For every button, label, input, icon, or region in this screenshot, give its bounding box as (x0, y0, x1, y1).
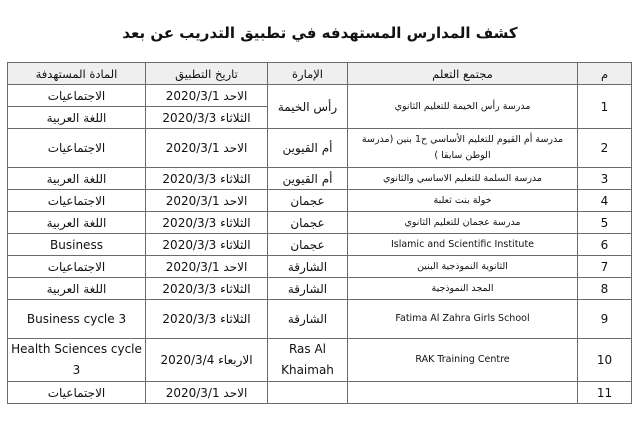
header-subject: المادة المستهدفة (8, 63, 146, 85)
cell-date: الثلاثاء 2020/3/3 (146, 300, 268, 339)
cell-school: المجد النموذجية (348, 278, 578, 300)
cell-emirate: الشارقة (268, 278, 348, 300)
page-title: كشف المدارس المستهدفه في تطبيق التدريب عن بعد (122, 24, 518, 42)
cell-subject: اللغة العربية (8, 278, 146, 300)
header-school: مجتمع التعلم (348, 63, 578, 85)
cell-subject: Health Sciences cycle 3 (8, 339, 146, 382)
cell-date: الثلاثاء 2020/3/3 (146, 168, 268, 190)
cell-date: الاحد 2020/3/1 (146, 190, 268, 212)
cell-date: الثلاثاء 2020/3/3 (146, 278, 268, 300)
cell-emirate: Ras Al Khaimah (268, 339, 348, 382)
table-row (8, 190, 632, 212)
cell-num: 7 (578, 256, 632, 278)
cell-subject: Business cycle 3 (8, 300, 146, 339)
table-row (8, 339, 632, 382)
cell-date: الثلاثاء 2020/3/3 (146, 234, 268, 256)
cell-date: الثلاثاء 2020/3/3 (146, 107, 268, 129)
cell-school: Islamic and Scientific Institute (348, 234, 578, 256)
cell-num: 10 (578, 339, 632, 382)
cell-emirate: عجمان (268, 212, 348, 234)
cell-emirate: الشارقة (268, 300, 348, 339)
cell-emirate: أم القيوين (268, 129, 348, 168)
table-row (8, 256, 632, 278)
cell-date: الاربعاء 2020/3/4 (146, 339, 268, 382)
cell-date: الاحد 2020/3/1 (146, 256, 268, 278)
cell-school (348, 382, 578, 404)
cell-date: الثلاثاء 2020/3/3 (146, 212, 268, 234)
table-row (8, 168, 632, 190)
cell-school: مدرسة رأس الخيمة للتعليم الثانوي (348, 85, 578, 129)
cell-subject: الاجتماعيات (8, 85, 146, 107)
schools-table (7, 62, 632, 404)
cell-subject: اللغة العربية (8, 212, 146, 234)
cell-emirate: عجمان (268, 234, 348, 256)
cell-school: Fatima Al Zahra Girls School (348, 300, 578, 339)
cell-school: مدرسة أم القيوم للتعليم الأساسي ح1 بنين (مدرسة الوطن سابقا ) (348, 129, 578, 168)
cell-emirate (268, 382, 348, 404)
cell-date: الاحد 2020/3/1 (146, 85, 268, 107)
cell-num: 2 (578, 129, 632, 168)
cell-subject: الاجتماعيات (8, 190, 146, 212)
cell-school: الثانوية النموذجية البنين (348, 256, 578, 278)
header-emirate: الإمارة (268, 63, 348, 85)
table-row (8, 234, 632, 256)
cell-school: RAK Training Centre (348, 339, 578, 382)
cell-date: الاحد 2020/3/1 (146, 382, 268, 404)
cell-school: مدرسة السلمة للتعليم الاساسي والثانوي (348, 168, 578, 190)
table-row (8, 300, 632, 339)
cell-subject: اللغة العربية (8, 107, 146, 129)
cell-emirate: الشارقة (268, 256, 348, 278)
header-date: تاريخ التطبيق (146, 63, 268, 85)
cell-num: 6 (578, 234, 632, 256)
header-num: م (578, 63, 632, 85)
table-row (8, 212, 632, 234)
cell-subject: الاجتماعيات (8, 256, 146, 278)
cell-num: 11 (578, 382, 632, 404)
table-header-row (8, 63, 632, 85)
cell-num: 5 (578, 212, 632, 234)
table-row (8, 278, 632, 300)
cell-subject: الاجتماعيات (8, 129, 146, 168)
cell-subject: Business (8, 234, 146, 256)
table-row (8, 85, 632, 107)
cell-num: 4 (578, 190, 632, 212)
cell-num: 1 (578, 85, 632, 129)
cell-num: 8 (578, 278, 632, 300)
table-row (8, 129, 632, 168)
cell-school: مدرسة عجمان للتعليم الثانوي (348, 212, 578, 234)
cell-num: 3 (578, 168, 632, 190)
cell-subject: الاجتماعيات (8, 382, 146, 404)
table-row (8, 382, 632, 404)
cell-emirate: أم القيوين (268, 168, 348, 190)
cell-subject: اللغة العربية (8, 168, 146, 190)
cell-emirate: عجمان (268, 190, 348, 212)
cell-emirate: رأس الخيمة (268, 85, 348, 129)
cell-school: خولة بنت ثعلبة (348, 190, 578, 212)
cell-num: 9 (578, 300, 632, 339)
cell-date: الاحد 2020/3/1 (146, 129, 268, 168)
